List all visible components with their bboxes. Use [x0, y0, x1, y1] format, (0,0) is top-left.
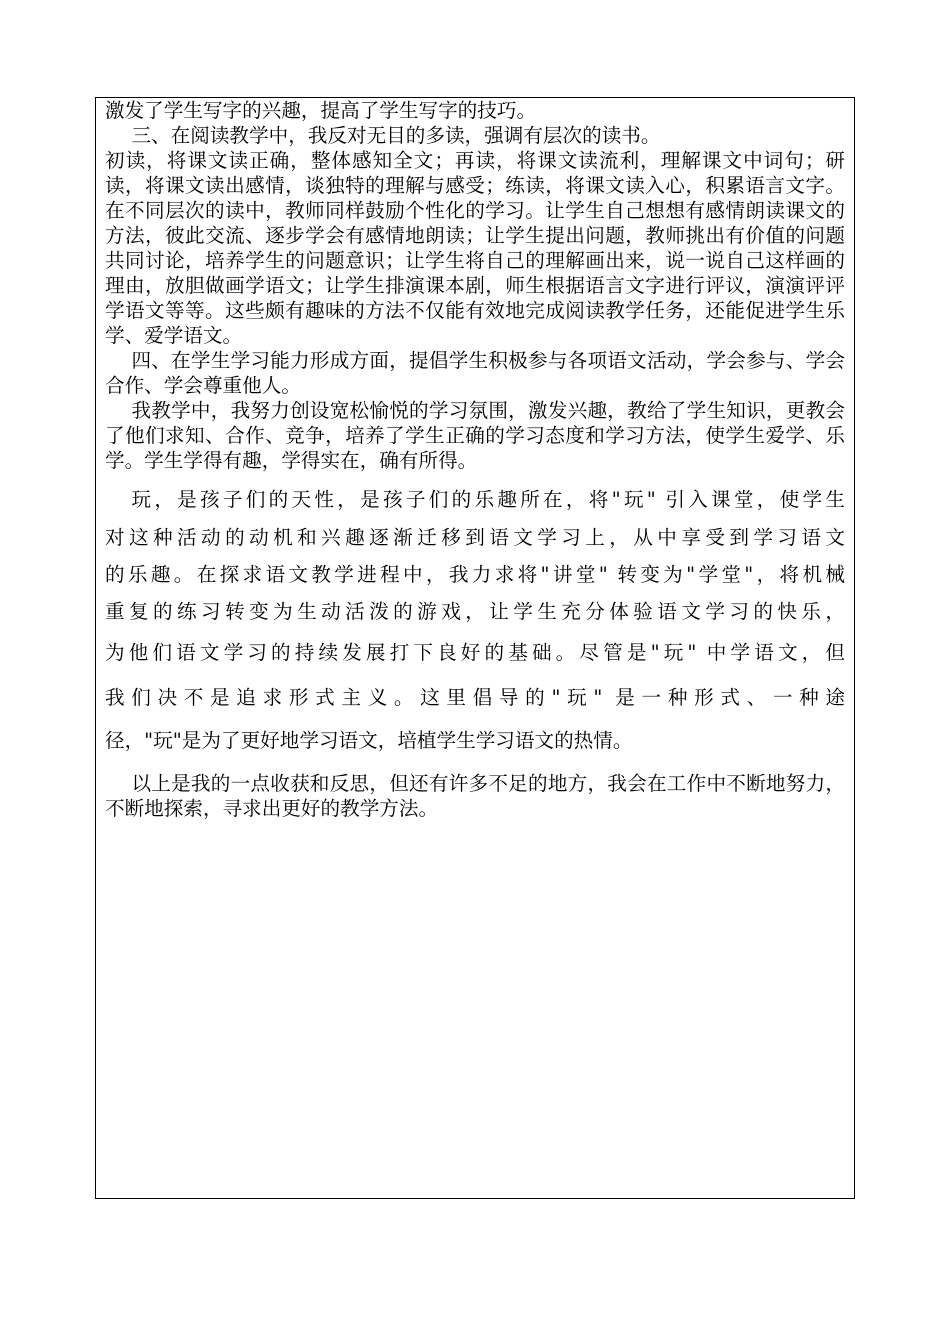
document-body — [105, 98, 845, 821]
paragraph-play-line: 重复的练习转变为生动活泼的游戏，让学生充分体验语文学习的快乐， — [105, 600, 845, 623]
paragraph-play-line: 径，"玩"是为了更好地学习语文，培植学生学习语文的热情。 — [105, 729, 633, 752]
paragraph-reading-levels: 初读，将课文读正确，整体感知全文；再读，将课文读流利，理解课文中词句；研读，将课文读出感情，谈独特的理解与感受；练读，将课文读入心，积累语言文字。在不同层次的读中，教师同样鼓励个性化的学习。让学生自己想想有感情朗读课文的方法，彼此交流、逐步学会有感情地朗读；让学生提出问题，教师挑出有价值的问题共同讨论，培养学生的问题意识；让学生将自己的理解画出来，说一说自己这样画的理由，放胆做画学语文；让学生排演课本剧，师生根据语言文字进行评议，演演评评学语文等等。这些颇有趣味的方法不仅能有效地完成阅读教学任务，还能促进学生乐学、爱学语文。 — [105, 149, 845, 347]
paragraph-play-line: 对这种活动的动机和兴趣逐渐迁移到语文学习上，从中享受到学习语文 — [105, 526, 845, 549]
paragraph-teaching-summary: 我教学中，我努力创设宽松愉悦的学习氛围，激发兴趣，教给了学生知识，更教会了他们求知、合作、竞争，培养了学生正确的学习态度和学习方法，使学生爱学、乐学。学生学得有趣，学得实在，确有所得。 — [105, 399, 845, 472]
paragraph-group-a — [105, 98, 845, 473]
paragraph-play — [105, 480, 845, 761]
paragraph-ability-heading: 四、在学生学习能力形成方面，提倡学生积极参与各项语文活动，学会参与、学会合作、学会尊重他人。 — [105, 349, 845, 397]
paragraph-continuation: 激发了学生写字的兴趣，提高了学生写字的技巧。 — [105, 99, 537, 122]
table-cell-frame — [95, 97, 855, 1199]
paragraph-play-line: 我们决不是追求形式主义。这里倡导的"玩" 是一种形式、一种途 — [105, 686, 845, 709]
paragraph-play-line: 的乐趣。在探求语文教学进程中，我力求将"讲堂" 转变为"学堂"，将机械 — [105, 563, 845, 586]
paragraph-play-line: 玩，是孩子们的天性，是孩子们的乐趣所在，将"玩" 引入课堂，使学生 — [131, 488, 845, 511]
paragraph-reading-heading: 三、在阅读教学中，我反对无目的多读，强调有层次的读书。 — [131, 124, 661, 147]
paragraph-conclusion: 以上是我的一点收获和反思，但还有许多不足的地方，我会在工作中不断地努力，不断地探索，寻求出更好的教学方法。 — [105, 772, 845, 820]
paragraph-group-c — [105, 771, 845, 821]
paragraph-play-line: 为他们语文学习的持续发展打下良好的基础。尽管是"玩" 中学语文，但 — [105, 641, 845, 664]
